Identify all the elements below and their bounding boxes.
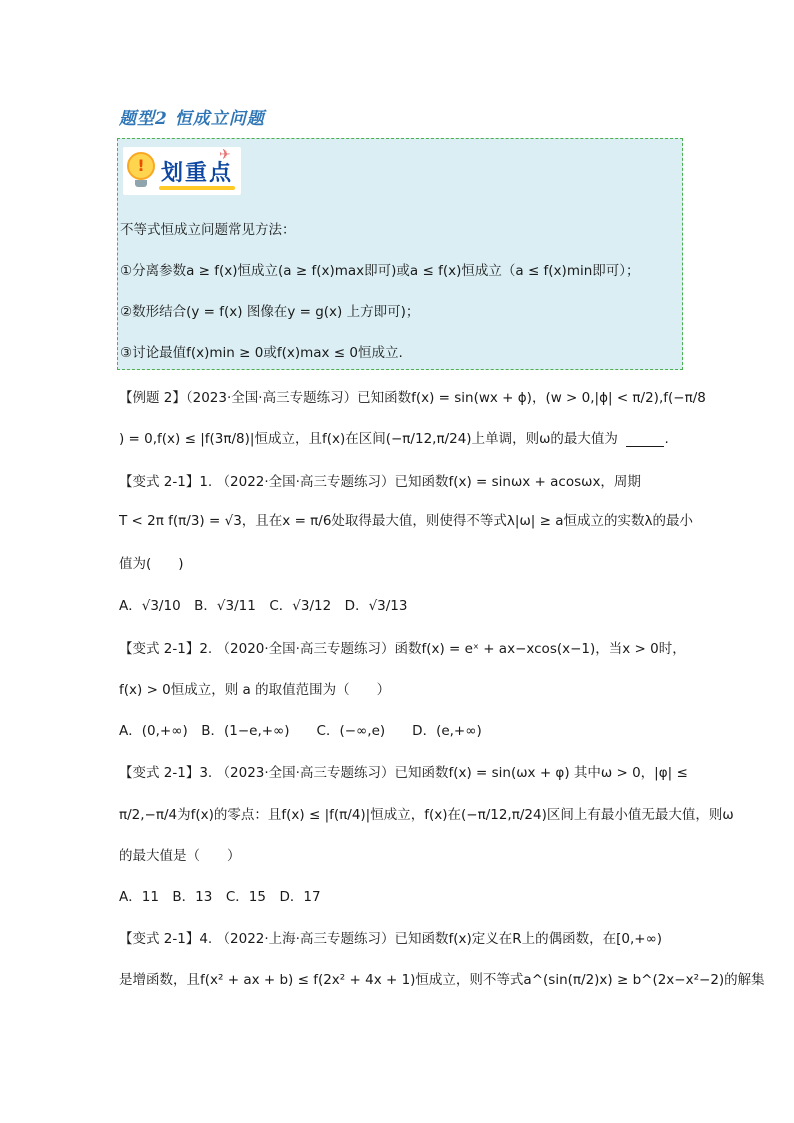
variant-3-line-2: π/2,−π/4为f(x)的零点：且f(x) ≤ |f(π/4)|恒成立，f(x)在(−π/12,π/24)区间上有最小值无最大值，则ω: [119, 807, 734, 823]
variant-4-line-1: 【变式 2-1】4. （2022·上海·高三专题练习）已知函数f(x)定义在R上的偶函数，在[0,+∞): [119, 931, 663, 947]
example-2-line-2: ) = 0,f(x) ≤ |f(3π/8)|恒成立，且f(x)在区间(−π/12,π/24)上单调，则ω的最大值为 .: [119, 431, 669, 447]
key-line-method-2: ②数形结合(y = f(x) 图像在y = g(x) 上方即可)；: [120, 304, 420, 320]
variant-3-line-1: 【变式 2-1】3. （2023·全国·高三专题练习）已知函数f(x) = sin(ωx + φ) 其中ω > 0，|φ| ≤: [119, 765, 688, 781]
key-line-method-3: ③讨论最值f(x)min ≥ 0或f(x)max ≤ 0恒成立.: [120, 345, 403, 361]
badge-label: 划重点: [161, 161, 234, 186]
variant-4-line-2: 是增函数，且f(x² + ax + b) ≤ f(2x² + 4x + 1)恒成立，则不等式a^(sin(π/2)x) ≥ b^(2x−x²−2)的解集: [119, 972, 765, 988]
lightbulb-icon: !: [127, 152, 155, 180]
key-line-method-1: ①分离参数a ≥ f(x)恒成立(a ≥ f(x)max即可)或a ≤ f(x)恒成立（a ≤ f(x)min即可）；: [120, 263, 640, 279]
key-line-intro: 不等式恒成立问题常见方法：: [120, 222, 296, 238]
variant-2-line-1: 【变式 2-1】2. （2020·全国·高三专题练习）函数f(x) = eˣ + ax−xcos(x−1)，当x > 0时，: [119, 641, 686, 657]
variant-1-line-2: T < 2π f(π/3) = √3，且在x = π/6处取得最大值，则使得不等式λ|ω| ≥ a恒成立的实数λ的最小: [119, 513, 693, 529]
variant-1-line-3: 值为( ): [119, 556, 184, 572]
badge-underline: [159, 186, 235, 190]
answer-blank: [626, 432, 664, 447]
variant-2-options: A．(0,+∞) B．(1−e,+∞) C．(−∞,e) D．(e,+∞): [119, 723, 482, 739]
example-2-line-1: 【例题 2】（2023·全国·高三专题练习）已知函数f(x) = sin(wx + ϕ)，(w > 0,|ϕ| < π/2),f(−π/8: [119, 390, 706, 406]
variant-1-options: A．√3/10 B．√3/11 C．√3/12 D．√3/13: [119, 598, 408, 614]
example-2-line-2-text: ) = 0,f(x) ≤ |f(3π/8)|恒成立，且f(x)在区间(−π/12,π/24)上单调，则ω的最大值为: [119, 431, 618, 447]
paper-plane-icon: ✈: [219, 147, 231, 163]
lightbulb-base: [135, 180, 147, 187]
variant-2-line-2: f(x) > 0恒成立，则 a 的取值范围为（ ）: [119, 682, 391, 698]
variant-3-options: A．11 B．13 C．15 D．17: [119, 889, 321, 905]
key-points-badge: [123, 147, 241, 195]
section-title: 题型2 恒成立问题: [119, 109, 265, 129]
key-points-box: [117, 138, 683, 370]
variant-1-line-1: 【变式 2-1】1. （2022·全国·高三专题练习）已知函数f(x) = sinωx + acosωx，周期: [119, 474, 641, 490]
variant-3-line-3: 的最大值是（ ）: [119, 848, 241, 864]
